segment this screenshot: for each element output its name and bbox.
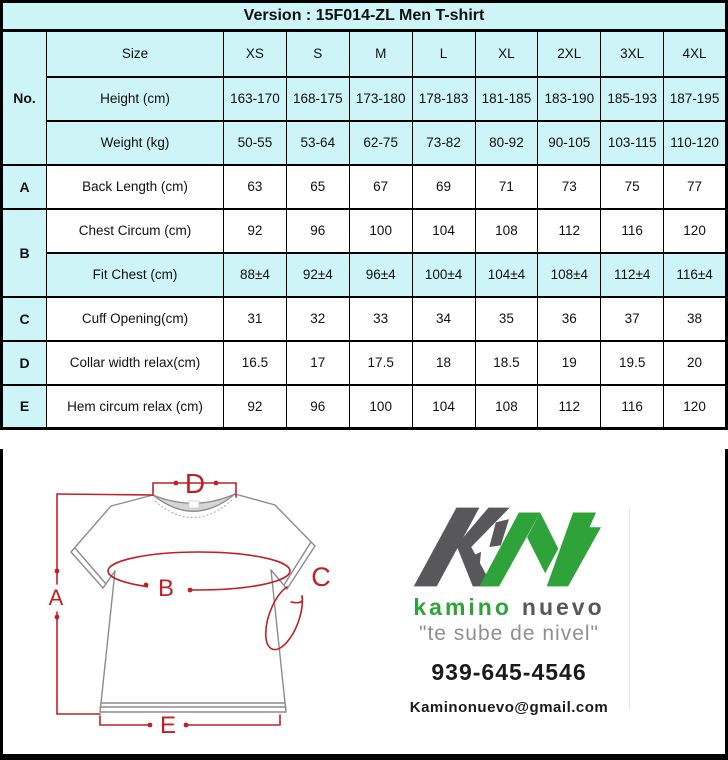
value-cell: 96 [286,385,349,429]
value-cell: 104 [412,385,475,429]
value-cell: 18.5 [475,341,538,385]
brand-wordmark [375,595,643,619]
row-label: Back Length (cm) [47,165,224,209]
value-cell: 73 [538,165,601,209]
value-cell: 19.5 [601,341,664,385]
value-cell: 65 [286,165,349,209]
value-cell: 92±4 [286,253,349,297]
value-cell: 88±4 [224,253,287,297]
table-row [2,297,727,341]
value-cell: 116±4 [664,253,727,297]
value-cell: 173-180 [349,77,412,121]
value-cell: XL [475,31,538,77]
table-row [2,121,727,165]
measure-label-a: A [48,585,64,610]
value-cell: 2XL [538,31,601,77]
value-cell: 163-170 [224,77,287,121]
row-label: Collar width relax(cm) [47,341,224,385]
value-cell: 35 [475,297,538,341]
value-cell: 104 [412,209,475,253]
value-cell: 62-75 [349,121,412,165]
value-cell: M [349,31,412,77]
brand-block [375,501,643,716]
value-cell: 67 [349,165,412,209]
value-cell: 63 [224,165,287,209]
value-cell: L [412,31,475,77]
value-cell: 100 [349,209,412,253]
value-cell: 36 [538,297,601,341]
collar-tag [189,501,199,508]
row-label: Cuff Opening(cm) [47,297,224,341]
value-cell: 18 [412,341,475,385]
value-cell: 71 [475,165,538,209]
table-row [2,341,727,385]
value-cell: 77 [664,165,727,209]
value-cell: 69 [412,165,475,209]
value-cell: 183-190 [538,77,601,121]
row-label: Hem circum relax (cm) [47,385,224,429]
table-row [2,385,727,429]
wordmark-nuevo: nuevo [521,594,605,620]
table-row [2,165,727,209]
tshirt-measure-diagram-icon [3,449,363,751]
value-cell: 112±4 [601,253,664,297]
row-label: Weight (kg) [47,121,224,165]
value-cell: 38 [664,297,727,341]
value-cell: 100±4 [412,253,475,297]
value-cell: 100 [349,385,412,429]
value-cell: 96±4 [349,253,412,297]
value-cell: 92 [224,209,287,253]
brand-tagline: "te sube de nivel" [418,622,599,646]
row-label: Chest Circum (cm) [47,209,224,253]
value-cell: 3XL [601,31,664,77]
table-row [2,253,727,297]
value-cell: 34 [412,297,475,341]
value-cell: 16.5 [224,341,287,385]
size-table-body [2,2,727,429]
kn-logo-icon [409,501,609,593]
value-cell: XS [224,31,287,77]
value-cell: S [286,31,349,77]
value-cell: 17 [286,341,349,385]
row-group-label: A [2,165,47,209]
value-cell: 50-55 [224,121,287,165]
row-label: Height (cm) [47,77,224,121]
value-cell: 120 [664,385,727,429]
value-cell: 187-195 [664,77,727,121]
value-cell: 178-183 [412,77,475,121]
value-cell: 96 [286,209,349,253]
table-row [2,31,727,77]
measure-label-b: B [157,575,175,602]
row-group-label: No. [2,31,47,165]
value-cell: 20 [664,341,727,385]
row-group-label: E [2,385,47,429]
value-cell: 31 [224,297,287,341]
value-cell: 73-82 [412,121,475,165]
value-cell: 108 [475,385,538,429]
row-group-label: C [2,297,47,341]
row-label: Fit Chest (cm) [47,253,224,297]
page-title: Version : 15F014-ZL Men T-shirt [2,2,727,31]
value-cell: 80-92 [475,121,538,165]
value-cell: 103-115 [601,121,664,165]
value-cell: 19 [538,341,601,385]
value-cell: 17.5 [349,341,412,385]
value-cell: 110-120 [664,121,727,165]
value-cell: 53-64 [286,121,349,165]
value-cell: 112 [538,209,601,253]
measure-label-e: E [159,712,177,739]
value-cell: 116 [601,385,664,429]
value-cell: 37 [601,297,664,341]
brand-phone: 939-645-4546 [431,659,587,686]
row-group-label: D [2,341,47,385]
value-cell: 108±4 [538,253,601,297]
value-cell: 116 [601,209,664,253]
wordmark-kamino: kamino [413,594,512,620]
value-cell: 90-105 [538,121,601,165]
value-cell: 4XL [664,31,727,77]
value-cell: 185-193 [601,77,664,121]
value-cell: 104±4 [475,253,538,297]
value-cell: 75 [601,165,664,209]
value-cell: 112 [538,385,601,429]
value-cell: 168-175 [286,77,349,121]
value-cell: 92 [224,385,287,429]
value-cell: 33 [349,297,412,341]
value-cell: 32 [286,297,349,341]
table-row [2,77,727,121]
measure-label-c: C [311,562,331,592]
value-cell: 108 [475,209,538,253]
measure-label-d: D [184,468,206,499]
measure-lines [57,483,303,725]
value-cell: 181-185 [475,77,538,121]
row-group-label: B [2,209,47,297]
table-row [2,209,727,253]
brand-email: Kaminonuevo@gmail.com [409,699,609,717]
lower-section [0,449,728,760]
row-label: Size [47,31,224,77]
table-title-row [2,2,727,31]
value-cell: 120 [664,209,727,253]
measure-dots [55,481,219,728]
